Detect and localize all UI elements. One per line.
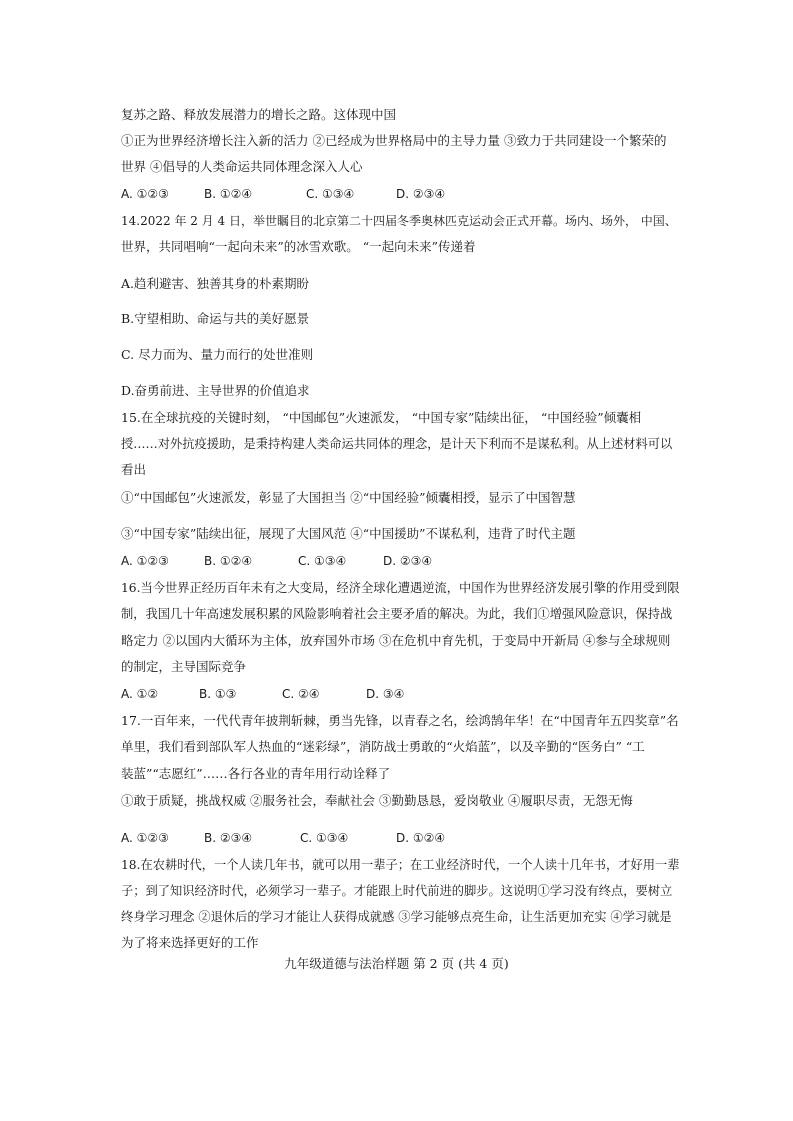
q15-statements-line2: ③“中国专家”陆续出征，展现了大国风范 ④“中国援助”不谋私利，违背了时代主题: [121, 526, 576, 541]
q13-statements-line1: ①正为世界经济增长注入新的活力 ②已经成为世界格局中的主导力量 ③致力于共同建设一个繁荣的: [121, 133, 667, 148]
q18-stem-line4: 为了将来选择更好的工作: [121, 935, 259, 950]
q14-option-b: B.守望相助、命运与共的美好愿景: [121, 311, 310, 326]
q14-option-d: D.奋勇前进、主导世界的价值追求: [121, 383, 310, 398]
q16-stem-line4: 的制定，主导国际竞争: [121, 659, 247, 674]
q17-option-c: C. ①③④: [300, 831, 349, 845]
q14-stem-line2: 世界，共同唱响“一起向未来”的冰雪欢歌。 “一起向未来”传递着: [121, 239, 476, 254]
q15-option-a: A. ①②③: [121, 554, 169, 568]
q13-statements-line2: 世界 ④倡导的人类命运共同体理念深入人心: [121, 159, 363, 174]
q15-stem-line3: 看出: [121, 462, 147, 477]
q17-option-d: D. ①②④: [396, 831, 446, 845]
q15-stem-line1: 15.在全球抗疫的关键时刻， “中国邮包”火速派发， “中国专家”陆续出征， “中国经验”倾囊相: [121, 410, 642, 425]
q13-option-c: C. ①③④: [306, 187, 355, 201]
q17-stem-line3: 装蓝”“志愿红”……各行各业的青年用行动诠释了: [121, 766, 391, 781]
q18-stem-line3: 终身学习理念 ②退休后的学习才能让人获得成就感 ③学习能够点亮生命，让生活更加充实 ④学习就是: [121, 910, 672, 924]
q17-statements: ①敢于质疑，挑战权威 ②服务社会，奉献社会 ③勤勤恳恳，爱岗敬业 ④履职尽责，无怨无悔: [121, 793, 633, 808]
q15-option-c: C. ①③④: [298, 554, 347, 568]
q14-stem-line1: 14.2022 年 2 月 4 日，举世瞩目的北京第二十四届冬季奥林匹克运动会正式开幕。场内、场外， 中国、: [121, 214, 677, 228]
q17-stem-line1: 17.一百年来，一代代青年披荆斩棘，勇当先锋，以青春之名，绘鸿鹄年华！在“中国青年五四奖章”名: [121, 713, 679, 728]
q15-option-d: D. ②③④: [383, 554, 433, 568]
q16-stem-line3: 略定力 ②以国内大循环为主体，放弃国外市场 ③在危机中育先机，于变局中开新局 ④参与全球规则: [121, 633, 671, 648]
q17-stem-line2: 单里，我们看到部队军人热血的“迷彩绿”，消防战士勇敢的“火焰蓝”，以及辛勤的“医务白” “工: [121, 739, 645, 754]
page-footer: 九年级道德与法治样题 第 2 页 (共 4 页): [284, 956, 509, 971]
q16-stem-line2: 制，我国几十年高速发展积累的风险影响着社会主要矛盾的解决。为此，我们①增强风险意识，保持战: [121, 607, 673, 621]
q15-statements-line1: ①“中国邮包”火速派发，彰显了大国担当 ②“中国经验”倾囊相授，显示了中国智慧: [121, 490, 576, 505]
q16-option-a: A. ①②: [121, 687, 159, 701]
q16-option-c: C. ②④: [282, 687, 320, 701]
q18-stem-line1: 18.在农耕时代，一个人读几年书，就可以用一辈子；在工业经济时代，一个人读十几年书，才好用一辈: [121, 858, 680, 872]
q14-option-a: A.趋利避害、独善其身的朴素期盼: [121, 276, 310, 291]
q14-option-c: C. 尽力而为、量力而行的处世准则: [121, 347, 314, 362]
q16-option-b: B. ①③: [199, 687, 237, 701]
q13-option-a: A. ①②③: [121, 187, 169, 201]
q15-option-b: B. ①②④: [204, 554, 253, 568]
q15-stem-line2: 授……对外抗疫援助，是秉持构建人类命运共同体的理念，是计天下利而不是谋私利。从上述材料可以: [121, 437, 673, 451]
q16-stem-line1: 16.当今世界正经历百年未有之大变局，经济全球化遭遇逆流，中国作为世界经济发展引擎的作用受到限: [121, 581, 680, 595]
q13-option-b: B. ①②④: [204, 187, 253, 201]
q13-stem-end: 复苏之路、释放发展潜力的增长之路。这体现中国: [121, 107, 397, 122]
q18-stem-line2: 子；到了知识经济时代，必须学习一辈子。才能跟上时代前进的脚步。这说明①学习没有终点，要树立: [121, 884, 673, 898]
q17-option-a: A. ①②③: [121, 831, 169, 845]
q13-option-d: D. ②③④: [396, 187, 446, 201]
q16-option-d: D. ③④: [366, 687, 405, 701]
q17-option-b: B. ②③④: [204, 831, 253, 845]
